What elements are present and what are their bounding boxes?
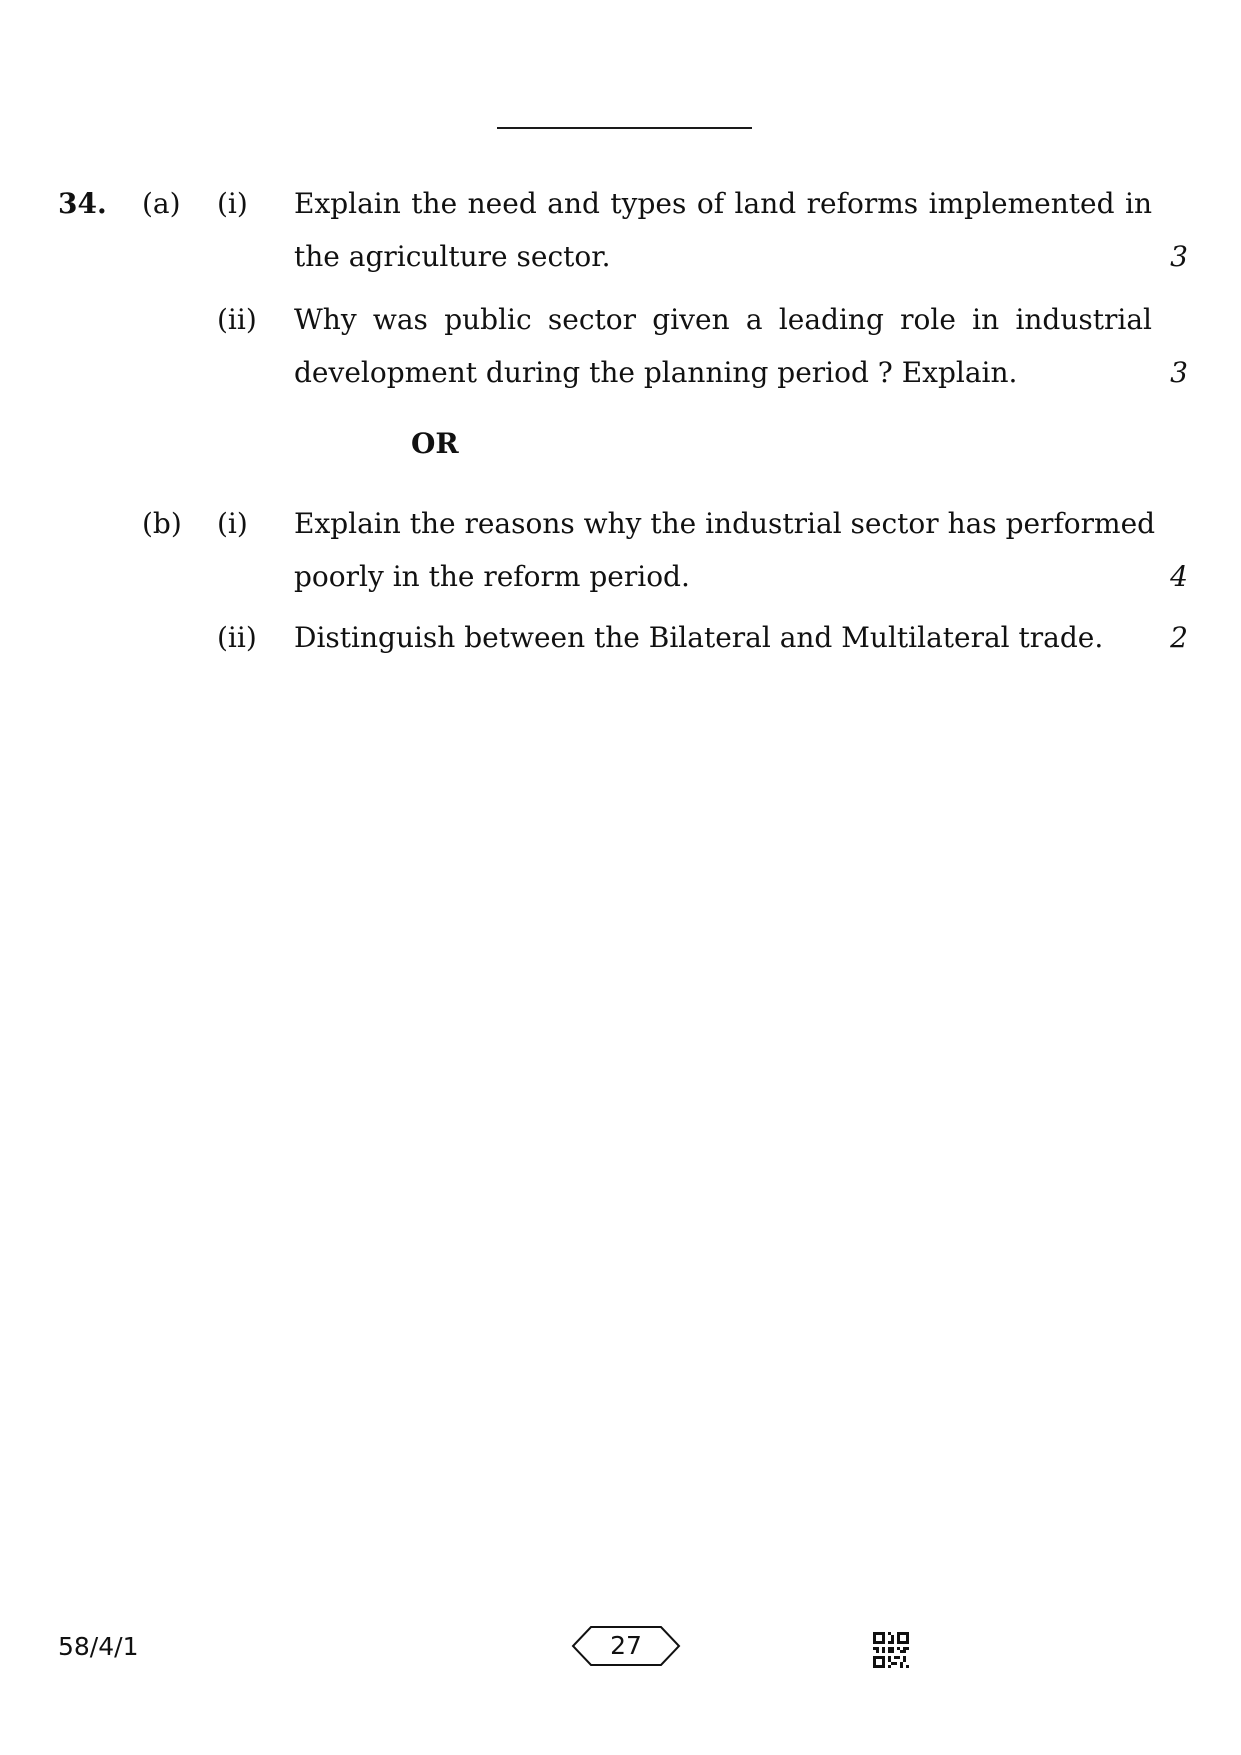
marks-a-i: 3 [1170,240,1188,273]
page-number-badge [571,1625,681,1667]
subpart-b-i-line2: poorly in the reform period. [294,560,690,593]
paper-code: 58/4/1 [58,1632,139,1661]
subpart-a-i-line2: the agriculture sector. [294,240,611,273]
qr-code-icon [873,1632,909,1668]
question-number: 34. [58,187,107,220]
part-b-label: (b) [142,507,182,540]
part-a-label: (a) [142,187,181,220]
subpart-b-i-label: (i) [217,507,248,540]
subpart-a-ii-label: (ii) [217,303,257,336]
subpart-a-ii-line2: development during the planning period ? Explain. [294,356,1018,389]
marks-b-ii: 2 [1170,621,1188,654]
top-divider [497,127,752,129]
subpart-a-i-line1: Explain the need and types of land reforms implemented in [294,187,1152,220]
page-number: 27 [610,1631,642,1660]
subpart-b-ii-line1: Distinguish between the Bilateral and Multilateral trade. [294,621,1104,654]
subpart-a-ii-line1: Why was public sector given a leading role in industrial [294,303,1152,336]
subpart-b-ii-label: (ii) [217,621,257,654]
marks-a-ii: 3 [1170,356,1188,389]
subpart-b-i-line1: Explain the reasons why the industrial sector has performed [294,507,1156,540]
or-separator: OR [411,427,459,460]
subpart-a-i-label: (i) [217,187,248,220]
marks-b-i: 4 [1170,560,1188,593]
